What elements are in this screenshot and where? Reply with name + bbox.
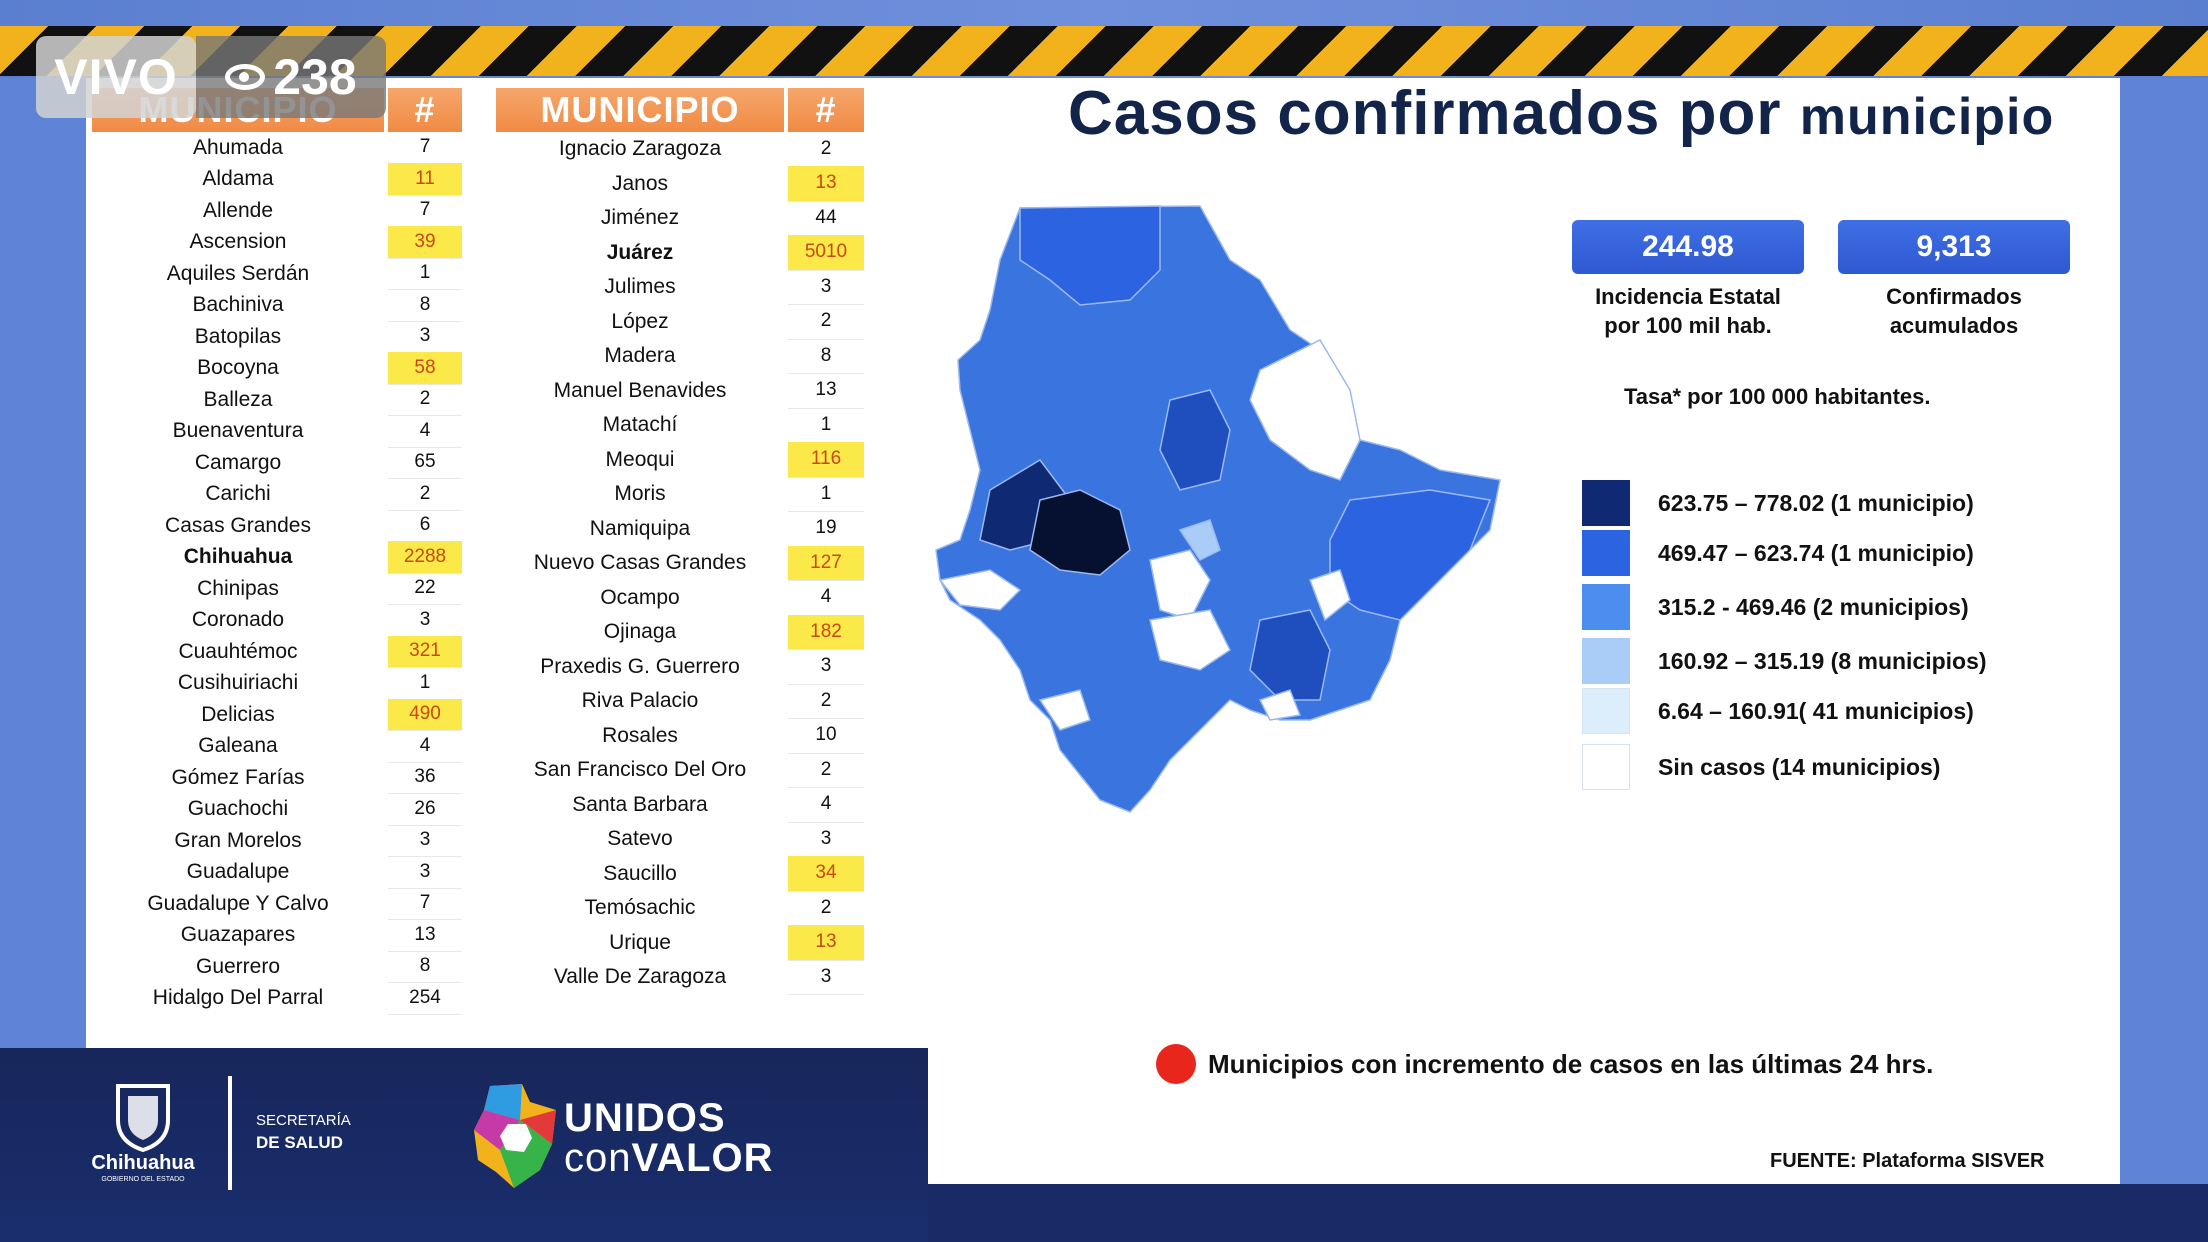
municipio-name: Rosales (602, 723, 678, 747)
municipio-name: Chihuahua (183, 545, 293, 569)
legend-swatch (1582, 530, 1630, 576)
state-name: Chihuahua (91, 1152, 195, 1174)
table-row (496, 305, 864, 340)
legend-swatch (1582, 688, 1630, 734)
table-row (92, 258, 462, 290)
case-count: 127 (788, 546, 864, 582)
unidos-con-valor-logo (564, 1098, 774, 1178)
case-count: 1 (388, 667, 462, 700)
eye-icon (225, 64, 265, 90)
municipio-name: Temósachic (584, 896, 696, 920)
case-count: 321 (388, 636, 462, 669)
case-count: 13 (388, 919, 462, 952)
table-row (92, 510, 462, 542)
legend-label: Sin casos (14 municipios) (1658, 753, 1941, 780)
municipio-name: Guadalupe Y Calvo (147, 891, 329, 915)
municipio-name: Satevo (607, 827, 673, 851)
secretaria-label (256, 1110, 351, 1155)
table-row (92, 321, 462, 353)
table-row (92, 384, 462, 416)
case-count: 3 (388, 825, 462, 858)
municipio-name: Allende (202, 198, 274, 222)
case-count: 7 (388, 195, 462, 228)
table-row (92, 888, 462, 920)
legend-label: 160.92 – 315.19 (8 municipios) (1658, 647, 1987, 674)
incidence-value-box: 244.98 (1572, 220, 1804, 274)
case-count: 3 (388, 321, 462, 354)
table-row (92, 479, 462, 511)
municipio-name: Namiquipa (589, 516, 691, 540)
table-row (496, 926, 864, 961)
background-band-right (2120, 78, 2208, 1184)
municipio-name: Ocampo (600, 585, 680, 609)
table-row (496, 684, 864, 719)
table-row (92, 353, 462, 385)
incidence-label (1572, 282, 1804, 340)
table-header (496, 88, 864, 132)
red-dot-icon (1156, 1044, 1196, 1084)
case-count: 490 (388, 699, 462, 732)
municipio-name: Balleza (203, 387, 273, 411)
case-count: 2 (388, 478, 462, 511)
table-row (92, 416, 462, 448)
table-row (496, 167, 864, 202)
municipio-name: Meoqui (605, 447, 675, 471)
municipio-name: Urique (609, 930, 671, 954)
municipio-name: Ojinaga (603, 620, 677, 644)
legend-item (1582, 584, 1969, 630)
shield-icon (84, 1080, 202, 1152)
legend-label: 623.75 – 778.02 (1 municipio) (1658, 489, 1974, 516)
secretaria-line2-wrap (256, 1132, 351, 1155)
case-count: 26 (388, 793, 462, 826)
secretaria-line2: DE SALUD (256, 1133, 343, 1152)
case-count: 1 (388, 258, 462, 291)
table-row (92, 762, 462, 794)
legend-swatch (1582, 638, 1630, 684)
legend-swatch (1582, 744, 1630, 790)
table-row (496, 960, 864, 995)
case-count: 4 (788, 580, 864, 616)
case-count: 4 (788, 787, 864, 823)
table-body (496, 132, 864, 995)
table-row (496, 822, 864, 857)
case-count: 34 (788, 856, 864, 892)
municipio-name: Camargo (194, 450, 282, 474)
table-body (92, 132, 462, 1014)
legend-item (1582, 638, 1987, 684)
confirmed-label-line2: acumulados (1889, 313, 2019, 338)
table-row (92, 983, 462, 1015)
table-row (92, 447, 462, 479)
municipio-table-left (92, 88, 462, 1014)
municipio-name: Coronado (191, 608, 285, 632)
legend-item (1582, 480, 1974, 526)
table-row (92, 699, 462, 731)
case-count: 2 (788, 753, 864, 789)
municipio-name: Guadalupe (186, 860, 290, 884)
legend-item (1582, 744, 1940, 790)
case-count: 1 (788, 477, 864, 513)
title-main: Casos confirmados por (1068, 79, 1782, 148)
table-row (496, 546, 864, 581)
case-count: 5010 (788, 235, 864, 271)
footer-divider (228, 1076, 232, 1190)
case-count: 65 (388, 447, 462, 480)
table-row (92, 668, 462, 700)
case-count: 116 (788, 442, 864, 478)
header-count: # (788, 88, 864, 132)
confirmed-label (1838, 282, 2070, 340)
increase-note-text: Municipios con incremento de casos en las últimas 24 hrs. (1208, 1048, 1934, 1079)
case-count: 3 (788, 270, 864, 306)
case-count: 2288 (388, 541, 462, 574)
header-count: # (388, 88, 462, 132)
municipio-name: Guazapares (180, 923, 296, 947)
table-row (92, 636, 462, 668)
case-count: 2 (388, 384, 462, 417)
case-count: 22 (388, 573, 462, 606)
table-row (496, 581, 864, 616)
table-row (496, 753, 864, 788)
table-row (496, 236, 864, 271)
case-count: 7 (388, 132, 462, 165)
municipio-name: Galeana (198, 734, 278, 758)
case-count: 2 (788, 684, 864, 720)
municipio-name: Chinipas (197, 576, 279, 600)
header-municipio: MUNICIPIO (496, 88, 784, 132)
chihuahua-map (930, 200, 1510, 820)
municipio-table-right (496, 88, 864, 995)
municipio-name: Ascension (189, 230, 287, 254)
case-count: 39 (388, 226, 462, 259)
municipio-name: Aldama (202, 167, 274, 191)
legend-label: 6.64 – 160.91( 41 municipios) (1658, 697, 1974, 724)
municipio-name: Matachí (602, 413, 678, 437)
municipio-name: Nuevo Casas Grandes (533, 551, 747, 575)
table-row (496, 615, 864, 650)
case-count: 3 (788, 822, 864, 858)
municipio-name: Casas Grandes (165, 513, 311, 537)
background-band-left (0, 78, 86, 1048)
rate-label: Tasa* por 100 000 habitantes. (1624, 384, 1931, 409)
case-count: 2 (788, 304, 864, 340)
case-count: 3 (388, 604, 462, 637)
municipio-name: Carichi (205, 482, 271, 506)
legend-item (1582, 688, 1974, 734)
municipio-name: San Francisco Del Oro (533, 758, 747, 782)
municipio-name: Janos (611, 171, 669, 195)
municipio-name: Saucillo (603, 861, 677, 885)
viewer-count-value: 238 (273, 49, 357, 105)
table-row (92, 951, 462, 983)
table-row (92, 794, 462, 826)
table-row (496, 857, 864, 892)
confirmed-label-line1: Confirmados (1886, 284, 2022, 309)
table-row (92, 857, 462, 889)
title-small: municipio (1799, 88, 2055, 146)
table-row (496, 201, 864, 236)
municipio-name: Ahumada (193, 135, 283, 159)
case-count: 4 (388, 730, 462, 763)
municipio-name: Madera (604, 344, 676, 368)
municipio-name: Cuauhtémoc (178, 639, 298, 663)
table-row (92, 132, 462, 164)
table-row (496, 443, 864, 478)
table-row (92, 164, 462, 196)
case-count: 8 (388, 289, 462, 322)
municipio-name: Juárez (606, 240, 674, 264)
table-row (92, 227, 462, 259)
municipio-name: Jiménez (600, 206, 680, 230)
unidos-logo-icon (470, 1080, 562, 1192)
case-count: 3 (388, 856, 462, 889)
table-row (92, 290, 462, 322)
legend-label: 469.47 – 623.74 (1 municipio) (1658, 539, 1974, 566)
municipio-name: Moris (614, 482, 666, 506)
municipio-name: Buenaventura (172, 419, 304, 443)
case-count: 2 (788, 891, 864, 927)
incidence-label-line1: Incidencia Estatal (1595, 284, 1781, 309)
incidence-label-line2: por 100 mil hab. (1604, 313, 1772, 338)
case-count: 182 (788, 615, 864, 651)
case-count: 8 (788, 339, 864, 375)
case-count: 6 (388, 510, 462, 543)
municipio-name: Guachochi (187, 797, 289, 821)
municipio-name: Ignacio Zaragoza (558, 137, 722, 161)
case-count: 13 (788, 925, 864, 961)
municipio-name: Cusihuiriachi (177, 671, 299, 695)
table-row (92, 605, 462, 637)
table-row (92, 825, 462, 857)
case-count: 36 (388, 762, 462, 795)
municipio-name: López (611, 309, 669, 333)
legend-swatch (1582, 584, 1630, 630)
table-row (92, 920, 462, 952)
increase-note (1156, 1044, 1933, 1084)
case-count: 2 (788, 132, 864, 168)
table-row (496, 788, 864, 823)
case-count: 58 (388, 352, 462, 385)
table-row (496, 512, 864, 547)
case-count: 13 (788, 373, 864, 409)
municipio-name: Bocoyna (197, 356, 279, 380)
table-row (92, 731, 462, 763)
map-region-ojinaga (1330, 490, 1490, 620)
table-row (496, 650, 864, 685)
valor-word: VALOR (631, 1136, 774, 1180)
viewer-count (196, 36, 386, 118)
table-row (496, 270, 864, 305)
municipio-name: Praxedis G. Guerrero (540, 654, 740, 678)
case-count: 7 (388, 888, 462, 921)
municipio-name: Batopilas (194, 324, 282, 348)
table-row (496, 339, 864, 374)
table-row (92, 573, 462, 605)
municipio-name: Gómez Farías (171, 765, 305, 789)
case-count: 11 (388, 163, 462, 196)
live-badge: VIVO (36, 36, 196, 118)
table-row (496, 132, 864, 167)
legend-label: 315.2 - 469.46 (2 municipios) (1658, 593, 1969, 620)
municipio-name: Gran Morelos (174, 828, 302, 852)
municipio-name: Hidalgo Del Parral (152, 986, 324, 1010)
confirmed-value-box: 9,313 (1838, 220, 2070, 274)
unidos-word: UNIDOS (564, 1096, 726, 1140)
legend-item (1582, 530, 1974, 576)
source-label: FUENTE: Plataforma SISVER (1770, 1150, 2045, 1172)
case-count: 19 (788, 511, 864, 547)
con-valor-line (564, 1138, 774, 1178)
case-count: 3 (788, 960, 864, 996)
case-count: 1 (788, 408, 864, 444)
case-count: 10 (788, 718, 864, 754)
chihuahua-logo (84, 1080, 202, 1190)
table-row (92, 195, 462, 227)
municipio-name: Manuel Benavides (553, 378, 727, 402)
page-title (1068, 78, 2054, 149)
case-count: 13 (788, 166, 864, 202)
table-row (496, 408, 864, 443)
bottom-band (928, 1184, 2208, 1242)
secretaria-line1: SECRETARÍA (256, 1112, 351, 1129)
table-row (92, 542, 462, 574)
municipio-name: Guerrero (195, 954, 281, 978)
municipio-name: Santa Barbara (572, 792, 708, 816)
case-count: 3 (788, 649, 864, 685)
legend-swatch (1582, 480, 1630, 526)
table-row (496, 477, 864, 512)
municipio-name: Bachiniva (192, 293, 284, 317)
state-sub: GOBIERNO DEL ESTADO (101, 1176, 185, 1183)
case-count: 4 (388, 415, 462, 448)
table-row (496, 374, 864, 409)
case-count: 8 (388, 951, 462, 984)
table-row (496, 891, 864, 926)
con-word: con (564, 1136, 632, 1180)
municipio-name: Riva Palacio (581, 689, 699, 713)
case-count: 254 (388, 982, 462, 1015)
municipio-name: Valle De Zaragoza (553, 965, 727, 989)
municipio-name: Aquiles Serdán (166, 261, 310, 285)
municipio-name: Julimes (604, 275, 676, 299)
table-row (496, 719, 864, 754)
municipio-name: Delicias (201, 702, 275, 726)
case-count: 44 (788, 201, 864, 237)
